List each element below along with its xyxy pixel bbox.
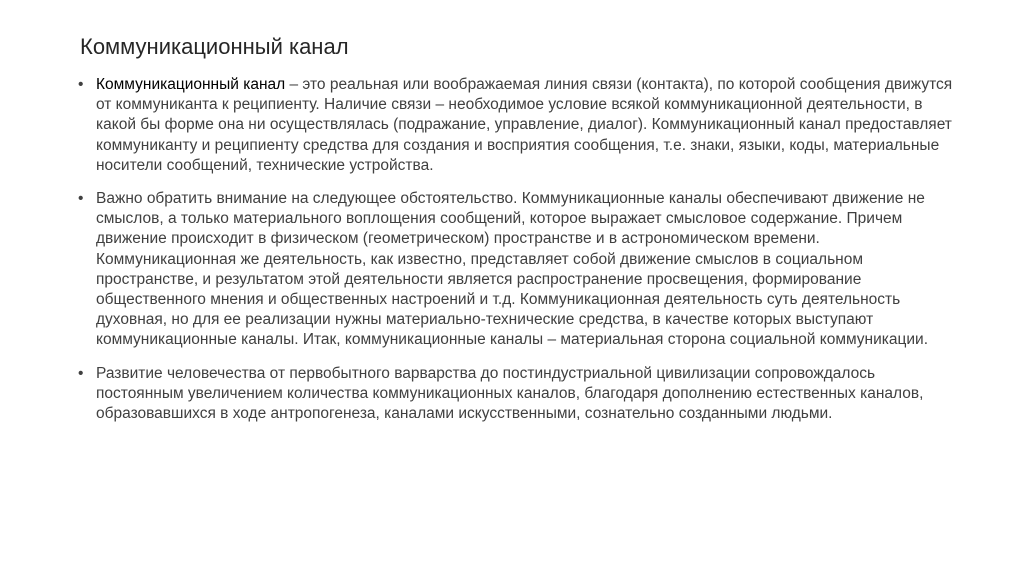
bullet-text: Развитие человечества от первобытного варварства до постиндустриальной цивилизации сопровождалось постоянным увеличением количества коммуникационных каналов, благодаря дополнению естественных каналов, образовавшихся в ходе антропогенеза, каналами искусственными, сознательно созданными людьми.: [96, 364, 924, 423]
bullet-text: – это реальная или воображаемая линия связи (контакта), по которой сообщения движутся от коммуниканта к реципиенту. Наличие связи – необходимое условие всякой коммуникационной деятельности, в какой бы форме она ни осуществлялась (подражание, управление, диалог). Коммуникационный канал предоставляет коммуниканту и реципиенту средства для создания и восприятия сообщения, т.е. знаки, языки, коды, материальные носители сообщений, технические устройства.: [96, 76, 953, 174]
bullet-icon: •: [78, 364, 84, 382]
slide-title: Коммуникационный канал: [80, 34, 349, 59]
bullet-text: Важно обратить внимание на следующее обстоятельство. Коммуникационные каналы обеспечивают движение не смыслов, а только материального воплощения сообщений, которое выражает смысловое содержание. Причем движение происходит в физическом (геометрическом) пространстве и в астрономическом времени. Коммуникационная же деятельность, как известно, представляет собой движение смыслов в социальном пространстве, и результатом этой деятельности является распространение просвещения, формирование общественного мнения и общественных настроений и т.д. Коммуникационная деятельность суть деятельность духовная, но для ее реализации нужны материально-технические средства, в качестве которых выступают коммуникационные каналы. Итак, коммуникационные каналы – материальная сторона социальной коммуникации.: [96, 190, 929, 349]
bullet-term: Коммуникационный канал: [96, 76, 286, 93]
bullet-item-definition: [78, 75, 958, 176]
bullet-list: [78, 75, 958, 437]
bullet-item-channels-role: [78, 189, 958, 351]
bullet-icon: •: [78, 76, 84, 93]
bullet-item-development: [78, 364, 958, 425]
bullet-icon: •: [78, 190, 84, 208]
